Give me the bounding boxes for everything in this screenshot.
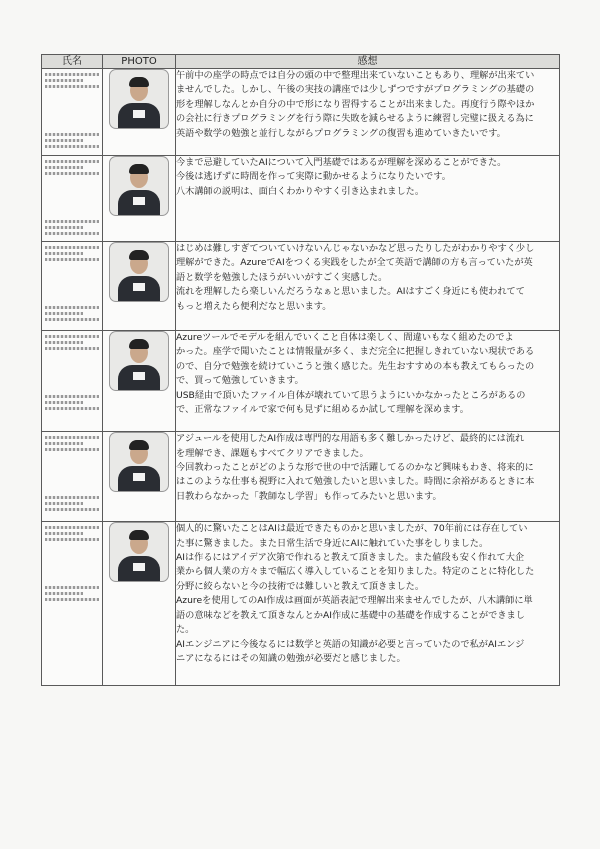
impression-line: 今まで忌避していたAIについて入門基礎ではあるが理解を深めることができた。 [176, 156, 507, 168]
participant-photo [109, 522, 169, 582]
impression-line: で、正常なファイルで家で何も見ずに組めるか試して理解を深めます。 [176, 403, 469, 415]
participant-photo [109, 242, 169, 302]
impression-line: 個人的に驚いたことはAIは最近できたものかと思いましたが、70年前には存在してい [176, 523, 528, 535]
impression-cell [176, 432, 560, 522]
impression-line: 語と数学を勉強したほうがいいがすごく実感した。 [176, 271, 388, 283]
table-row [42, 155, 560, 241]
impression-line: はこのような仕事も視野に入れて勉強したいと思いました。時間に余裕があるときに本 [176, 476, 535, 488]
table-row [42, 330, 560, 431]
participant-photo [109, 432, 169, 492]
impression-cell [176, 155, 560, 241]
participant-photo [109, 331, 169, 391]
redacted-name [42, 242, 102, 325]
table-row [42, 522, 560, 686]
impression-line: もっと増えたら便利だなと思います。 [176, 300, 332, 312]
table-row [42, 432, 560, 522]
impression-cell [176, 522, 560, 686]
impression-line: ので、自分で勉強を続けていこうと強く感じた。先生おすすめの本も教えてもらったの [176, 360, 535, 372]
name-cell-redacted [42, 522, 103, 686]
impression-line: 日教わらなかった「教師なし学習」も作ってみたいと思います。 [176, 490, 442, 502]
impression-line: USB経由で頂いたファイル自体が壊れていて思うようにいかなかったところがあるの [176, 389, 526, 401]
impression-line: はじめは難しすぎてついていけないんじゃないかなど思ったりしたがわかりやすく少し [176, 242, 535, 254]
redacted-name [42, 156, 102, 239]
participant-photo [109, 69, 169, 129]
name-cell-redacted [42, 241, 103, 330]
impression-cell [176, 330, 560, 431]
participant-photo [109, 156, 169, 216]
impression-line: AIは作るにはアイデア次第で作れると教えて頂きました。また値段も安く作れて大企 [176, 552, 525, 564]
photo-cell [103, 155, 176, 241]
feedback-table [41, 54, 560, 686]
impression-line: 流れを理解したら楽しいんだろうなぁと思いました。AIはすごく身近にも使われてて [176, 286, 525, 298]
impression-line: 八木講師の説明は、面白くわかりやすく引き込まれました。 [176, 185, 425, 197]
impression-line: 英語や数学の勉強と並行しながらプログラミングの復習も進めていきたいです。 [176, 127, 506, 139]
impression-line: の会社に行きプログラミングを行う際に失敗を減らせるように練習し完璧に扱える為に [176, 113, 534, 125]
redacted-name [42, 69, 102, 152]
header-impressions: 感想 [176, 55, 560, 69]
impression-line: た事に驚きました。また日常生活で身近にAIに触れていた事をしりました。 [176, 537, 489, 549]
impression-line: で、買って勉強していきます。 [176, 375, 304, 387]
header-row [42, 55, 560, 69]
impression-line: 今後は逃げずに時間を作って実際に動かせるようになりたいです。 [176, 171, 451, 183]
impression-line: 午前中の座学の時点では自分の頭の中で整理出来ていないこともあり、理解が出来てい [176, 70, 535, 81]
impression-line: ませんでした。しかし、午後の実技の講座では少しずつですがプログラミングの基礎の [176, 84, 535, 96]
impression-line: 理解ができた。AzureでAIをつくる実践をしたが全て英語で講師の方も言っていたが英 [176, 257, 533, 269]
impression-cell [176, 69, 560, 156]
impression-line: AIエンジニアに今後なるには数学と英語の知識が必要と言っていたので私がAIエンジ [176, 638, 525, 650]
name-cell-redacted [42, 155, 103, 241]
redacted-name [42, 331, 102, 414]
photo-cell [103, 522, 176, 686]
name-cell-redacted [42, 330, 103, 431]
photo-cell [103, 241, 176, 330]
impression-line: を理解でき、課題もすべてクリアできました。 [176, 447, 369, 459]
impression-line: かった。座学で聞いたことは情報量が多く、まだ完全に把握しきれていない現状である [176, 346, 535, 358]
photo-cell [103, 69, 176, 156]
table-row [42, 241, 560, 330]
redacted-name [42, 522, 102, 605]
photo-cell [103, 330, 176, 431]
impression-line: 語の意味などを教えて頂きなんとかAI作成に基礎中の基礎を作成することができまし [176, 609, 525, 621]
name-cell-redacted [42, 69, 103, 156]
impression-line: 今回教わったことがどのような形で世の中で活躍してるのかなど興味もわき、将来的に [176, 462, 534, 474]
impression-line: ニアになるにはその知識の勉強が必要だと感じました。 [176, 652, 406, 664]
impression-line: 形を理解しなんとか自分の中で形になり習得することが出来ました。再度行う際やほか [176, 98, 535, 110]
photo-cell [103, 432, 176, 522]
redacted-name [42, 432, 102, 515]
impression-line: アジュールを使用したAI作成は専門的な用語も多く難しかったけど、最終的には流れ [176, 433, 525, 445]
impression-line: Azureを使用してのAI作成は画面が英語表記で理解出来ませんでしたが、八木講師に単 [176, 595, 533, 607]
impression-line: た。 [176, 624, 195, 636]
impression-cell [176, 241, 560, 330]
name-cell-redacted [42, 432, 103, 522]
table-row [42, 69, 560, 156]
impression-line: 業から個人業の方々まで幅広く導入していることを知りました。特定のことに特化した [176, 566, 535, 578]
impression-line: 分野に絞らないと今の技術では難しいと教えて頂きました。 [176, 580, 425, 592]
header-name: 氏名 [42, 55, 103, 69]
header-photo: PHOTO [103, 55, 176, 69]
impression-line: Azureツールでモデルを組んでいくこと自体は楽しく、間違いもなく組めたのでよ [176, 331, 514, 343]
